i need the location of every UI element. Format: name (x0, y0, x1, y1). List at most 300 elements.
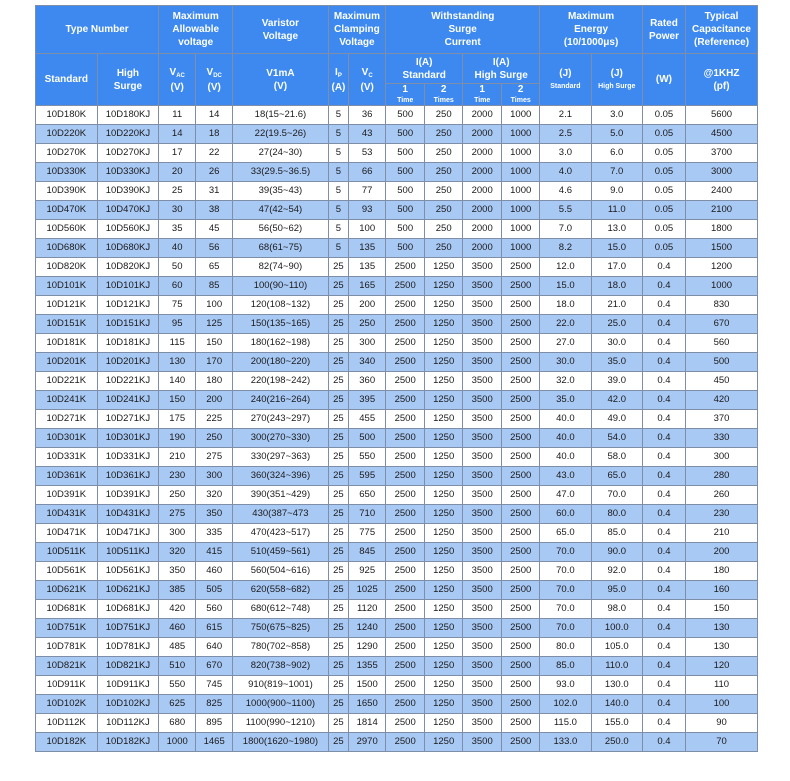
cell-vc: 43 (349, 125, 386, 144)
cell-ip: 25 (328, 372, 349, 391)
cell-i-hs-1: 3500 (463, 258, 502, 277)
cell-high-surge: 10D781KJ (97, 638, 159, 657)
cell-vdc: 170 (196, 353, 233, 372)
cell-i-hs-1: 3500 (463, 296, 502, 315)
cell-vdc: 615 (196, 619, 233, 638)
table-row (36, 600, 758, 619)
cell-capacitance: 3000 (686, 163, 758, 182)
cell-vac: 485 (159, 638, 196, 657)
cell-capacitance: 1000 (686, 277, 758, 296)
cell-capacitance: 670 (686, 315, 758, 334)
cell-vac: 190 (159, 429, 196, 448)
cell-i-std-2: 1250 (425, 695, 463, 714)
cell-rated-power: 0.4 (642, 562, 685, 581)
cell-high-surge: 10D180KJ (97, 106, 159, 125)
cell-energy-hs: 25.0 (591, 315, 642, 334)
cell-vdc: 125 (196, 315, 233, 334)
cell-ip: 25 (328, 448, 349, 467)
cell-i-hs-2: 1000 (502, 220, 540, 239)
cell-v1ma: 910(819~1001) (233, 676, 329, 695)
cell-i-std-2: 1250 (425, 391, 463, 410)
cell-high-surge: 10D431KJ (97, 505, 159, 524)
cell-vc: 595 (349, 467, 386, 486)
cell-i-hs-1: 3500 (463, 695, 502, 714)
header-vc: $V_C$ (V) (349, 54, 386, 106)
cell-i-hs-2: 2500 (502, 277, 540, 296)
cell-i-std-2: 1250 (425, 619, 463, 638)
cell-i-std-2: 1250 (425, 714, 463, 733)
cell-capacitance: 5600 (686, 106, 758, 125)
cell-capacitance: 1800 (686, 220, 758, 239)
cell-energy-std: 80.0 (540, 638, 591, 657)
cell-standard: 10D681K (36, 600, 98, 619)
cell-energy-hs: 30.0 (591, 334, 642, 353)
cell-standard: 10D560K (36, 220, 98, 239)
cell-energy-std: 32.0 (540, 372, 591, 391)
cell-vac: 420 (159, 600, 196, 619)
cell-high-surge: 10D112KJ (97, 714, 159, 733)
cell-rated-power: 0.4 (642, 391, 685, 410)
cell-vac: 130 (159, 353, 196, 372)
cell-vac: 150 (159, 391, 196, 410)
table-row (36, 163, 758, 182)
cell-energy-hs: 17.0 (591, 258, 642, 277)
cell-v1ma: 180(162~198) (233, 334, 329, 353)
cell-ip: 25 (328, 353, 349, 372)
cell-standard: 10D470K (36, 201, 98, 220)
cell-energy-std: 133.0 (540, 733, 591, 752)
cell-vac: 40 (159, 239, 196, 258)
header-max-allowable-voltage: Maximum Allowable voltage (159, 6, 233, 54)
cell-energy-std: 18.0 (540, 296, 591, 315)
cell-capacitance: 120 (686, 657, 758, 676)
cell-high-surge: 10D201KJ (97, 353, 159, 372)
cell-vc: 93 (349, 201, 386, 220)
header-energy-high-surge: (J) High Surge (591, 54, 642, 106)
cell-ip: 5 (328, 220, 349, 239)
cell-energy-hs: 6.0 (591, 144, 642, 163)
cell-i-hs-2: 2500 (502, 619, 540, 638)
cell-energy-hs: 35.0 (591, 353, 642, 372)
cell-rated-power: 0.4 (642, 695, 685, 714)
cell-vdc: 22 (196, 144, 233, 163)
cell-standard: 10D621K (36, 581, 98, 600)
cell-rated-power: 0.05 (642, 106, 685, 125)
header-ip: $I_P$ (A) (328, 54, 349, 106)
table-row (36, 581, 758, 600)
cell-i-hs-2: 2500 (502, 353, 540, 372)
cell-rated-power: 0.05 (642, 220, 685, 239)
cell-energy-std: 60.0 (540, 505, 591, 524)
cell-vac: 60 (159, 277, 196, 296)
cell-i-std-2: 1250 (425, 467, 463, 486)
cell-vc: 710 (349, 505, 386, 524)
cell-high-surge: 10D361KJ (97, 467, 159, 486)
cell-vdc: 640 (196, 638, 233, 657)
cell-vc: 1240 (349, 619, 386, 638)
cell-i-hs-2: 2500 (502, 486, 540, 505)
cell-v1ma: 1800(1620~1980) (233, 733, 329, 752)
cell-rated-power: 0.05 (642, 182, 685, 201)
cell-i-hs-1: 3500 (463, 410, 502, 429)
cell-vdc: 415 (196, 543, 233, 562)
cell-v1ma: 56(50~62) (233, 220, 329, 239)
cell-i-hs-1: 3500 (463, 505, 502, 524)
cell-energy-std: 115.0 (540, 714, 591, 733)
cell-vc: 135 (349, 239, 386, 258)
cell-i-hs-2: 2500 (502, 714, 540, 733)
cell-standard: 10D101K (36, 277, 98, 296)
cell-energy-std: 2.1 (540, 106, 591, 125)
cell-standard: 10D331K (36, 448, 98, 467)
cell-energy-std: 12.0 (540, 258, 591, 277)
cell-i-hs-2: 1000 (502, 239, 540, 258)
cell-i-hs-2: 2500 (502, 372, 540, 391)
cell-rated-power: 0.4 (642, 676, 685, 695)
cell-capacitance: 210 (686, 524, 758, 543)
cell-vac: 140 (159, 372, 196, 391)
cell-vc: 775 (349, 524, 386, 543)
cell-i-std-1: 2500 (386, 429, 425, 448)
cell-vac: 230 (159, 467, 196, 486)
cell-vac: 175 (159, 410, 196, 429)
cell-energy-hs: 3.0 (591, 106, 642, 125)
cell-ip: 5 (328, 125, 349, 144)
cell-standard: 10D751K (36, 619, 98, 638)
cell-rated-power: 0.4 (642, 315, 685, 334)
cell-standard: 10D151K (36, 315, 98, 334)
cell-i-std-1: 2500 (386, 562, 425, 581)
cell-capacitance: 90 (686, 714, 758, 733)
cell-i-hs-2: 1000 (502, 125, 540, 144)
cell-i-std-1: 2500 (386, 638, 425, 657)
cell-high-surge: 10D621KJ (97, 581, 159, 600)
table-row (36, 106, 758, 125)
cell-capacitance: 830 (686, 296, 758, 315)
cell-rated-power: 0.05 (642, 239, 685, 258)
cell-v1ma: 100(90~110) (233, 277, 329, 296)
cell-rated-power: 0.05 (642, 163, 685, 182)
cell-i-std-2: 1250 (425, 486, 463, 505)
cell-vc: 165 (349, 277, 386, 296)
cell-i-hs-1: 3500 (463, 657, 502, 676)
cell-i-hs-1: 2000 (463, 144, 502, 163)
cell-v1ma: 240(216~264) (233, 391, 329, 410)
cell-energy-hs: 80.0 (591, 505, 642, 524)
cell-i-hs-1: 3500 (463, 581, 502, 600)
cell-high-surge: 10D181KJ (97, 334, 159, 353)
cell-rated-power: 0.4 (642, 410, 685, 429)
cell-vac: 350 (159, 562, 196, 581)
cell-i-std-1: 500 (386, 106, 425, 125)
cell-vc: 77 (349, 182, 386, 201)
cell-v1ma: 510(459~561) (233, 543, 329, 562)
cell-v1ma: 820(738~902) (233, 657, 329, 676)
cell-v1ma: 470(423~517) (233, 524, 329, 543)
cell-vdc: 85 (196, 277, 233, 296)
cell-i-std-2: 1250 (425, 562, 463, 581)
cell-ip: 25 (328, 277, 349, 296)
cell-i-std-2: 250 (425, 125, 463, 144)
cell-rated-power: 0.4 (642, 581, 685, 600)
cell-standard: 10D391K (36, 486, 98, 505)
cell-vdc: 31 (196, 182, 233, 201)
cell-capacitance: 260 (686, 486, 758, 505)
cell-energy-hs: 5.0 (591, 125, 642, 144)
table-row (36, 486, 758, 505)
cell-vdc: 225 (196, 410, 233, 429)
cell-vdc: 180 (196, 372, 233, 391)
cell-i-std-2: 1250 (425, 429, 463, 448)
cell-vdc: 350 (196, 505, 233, 524)
cell-capacitance: 150 (686, 600, 758, 619)
cell-energy-hs: 100.0 (591, 619, 642, 638)
cell-i-hs-1: 3500 (463, 486, 502, 505)
cell-energy-hs: 98.0 (591, 600, 642, 619)
cell-energy-std: 93.0 (540, 676, 591, 695)
cell-high-surge: 10D911KJ (97, 676, 159, 695)
cell-capacitance: 230 (686, 505, 758, 524)
table-row (36, 562, 758, 581)
cell-vac: 250 (159, 486, 196, 505)
cell-vac: 320 (159, 543, 196, 562)
cell-energy-std: 35.0 (540, 391, 591, 410)
cell-i-hs-1: 3500 (463, 524, 502, 543)
cell-ip: 5 (328, 144, 349, 163)
cell-ip: 25 (328, 714, 349, 733)
cell-i-std-1: 500 (386, 144, 425, 163)
cell-energy-std: 15.0 (540, 277, 591, 296)
cell-high-surge: 10D301KJ (97, 429, 159, 448)
cell-i-std-1: 2500 (386, 676, 425, 695)
cell-high-surge: 10D820KJ (97, 258, 159, 277)
header-hs-1-time: 1 Time (463, 84, 502, 106)
cell-capacitance: 370 (686, 410, 758, 429)
cell-high-surge: 10D102KJ (97, 695, 159, 714)
cell-ip: 25 (328, 733, 349, 752)
cell-vc: 845 (349, 543, 386, 562)
varistor-spec-table (35, 5, 758, 752)
cell-vc: 66 (349, 163, 386, 182)
cell-i-std-2: 250 (425, 144, 463, 163)
cell-i-std-1: 500 (386, 220, 425, 239)
cell-i-hs-1: 3500 (463, 429, 502, 448)
cell-i-std-1: 2500 (386, 448, 425, 467)
table-row (36, 220, 758, 239)
cell-vc: 550 (349, 448, 386, 467)
cell-i-std-2: 1250 (425, 258, 463, 277)
cell-energy-hs: 110.0 (591, 657, 642, 676)
cell-vdc: 825 (196, 695, 233, 714)
cell-vac: 30 (159, 201, 196, 220)
cell-v1ma: 1100(990~1210) (233, 714, 329, 733)
cell-rated-power: 0.4 (642, 334, 685, 353)
cell-energy-hs: 18.0 (591, 277, 642, 296)
cell-energy-std: 85.0 (540, 657, 591, 676)
cell-v1ma: 620(558~682) (233, 581, 329, 600)
cell-vdc: 300 (196, 467, 233, 486)
cell-energy-std: 22.0 (540, 315, 591, 334)
cell-i-hs-1: 2000 (463, 220, 502, 239)
cell-energy-hs: 90.0 (591, 543, 642, 562)
cell-ip: 25 (328, 600, 349, 619)
cell-i-hs-2: 2500 (502, 391, 540, 410)
cell-vdc: 250 (196, 429, 233, 448)
cell-v1ma: 1000(900~1100) (233, 695, 329, 714)
cell-v1ma: 47(42~54) (233, 201, 329, 220)
header-withstanding-surge-current: Withstanding Surge Current (386, 6, 540, 54)
cell-high-surge: 10D241KJ (97, 391, 159, 410)
cell-energy-hs: 92.0 (591, 562, 642, 581)
cell-rated-power: 0.4 (642, 277, 685, 296)
cell-i-hs-2: 2500 (502, 448, 540, 467)
cell-v1ma: 560(504~616) (233, 562, 329, 581)
table-row (36, 505, 758, 524)
cell-energy-hs: 49.0 (591, 410, 642, 429)
cell-v1ma: 750(675~825) (233, 619, 329, 638)
cell-ip: 25 (328, 619, 349, 638)
cell-ip: 25 (328, 524, 349, 543)
cell-high-surge: 10D221KJ (97, 372, 159, 391)
table-row (36, 277, 758, 296)
cell-vc: 300 (349, 334, 386, 353)
cell-rated-power: 0.4 (642, 448, 685, 467)
cell-vac: 95 (159, 315, 196, 334)
cell-energy-std: 40.0 (540, 410, 591, 429)
cell-vdc: 320 (196, 486, 233, 505)
cell-rated-power: 0.4 (642, 600, 685, 619)
cell-standard: 10D102K (36, 695, 98, 714)
cell-v1ma: 22(19.5~26) (233, 125, 329, 144)
cell-capacitance: 4500 (686, 125, 758, 144)
cell-capacitance: 300 (686, 448, 758, 467)
cell-high-surge: 10D331KJ (97, 448, 159, 467)
cell-energy-std: 70.0 (540, 619, 591, 638)
cell-vdc: 1465 (196, 733, 233, 752)
cell-i-std-1: 2500 (386, 505, 425, 524)
cell-i-std-2: 1250 (425, 410, 463, 429)
cell-ip: 25 (328, 657, 349, 676)
cell-i-std-2: 1250 (425, 657, 463, 676)
cell-i-std-2: 250 (425, 220, 463, 239)
cell-vdc: 335 (196, 524, 233, 543)
cell-energy-std: 4.6 (540, 182, 591, 201)
cell-vc: 650 (349, 486, 386, 505)
cell-vc: 340 (349, 353, 386, 372)
cell-i-hs-2: 2500 (502, 562, 540, 581)
cell-energy-std: 2.5 (540, 125, 591, 144)
cell-i-hs-2: 2500 (502, 581, 540, 600)
cell-v1ma: 680(612~748) (233, 600, 329, 619)
cell-high-surge: 10D561KJ (97, 562, 159, 581)
cell-v1ma: 390(351~429) (233, 486, 329, 505)
cell-ip: 5 (328, 106, 349, 125)
cell-i-std-2: 1250 (425, 296, 463, 315)
cell-i-hs-2: 2500 (502, 505, 540, 524)
cell-vdc: 18 (196, 125, 233, 144)
cell-v1ma: 330(297~363) (233, 448, 329, 467)
cell-standard: 10D301K (36, 429, 98, 448)
cell-i-hs-2: 2500 (502, 429, 540, 448)
cell-v1ma: 150(135~165) (233, 315, 329, 334)
cell-vdc: 895 (196, 714, 233, 733)
cell-vac: 17 (159, 144, 196, 163)
cell-standard: 10D911K (36, 676, 98, 695)
cell-vdc: 45 (196, 220, 233, 239)
header-vac: $V_{AC}$ (V) (159, 54, 196, 106)
cell-rated-power: 0.4 (642, 524, 685, 543)
cell-vdc: 56 (196, 239, 233, 258)
cell-vdc: 670 (196, 657, 233, 676)
cell-capacitance: 70 (686, 733, 758, 752)
cell-i-std-1: 2500 (386, 467, 425, 486)
cell-i-std-1: 2500 (386, 353, 425, 372)
cell-vac: 625 (159, 695, 196, 714)
cell-rated-power: 0.4 (642, 733, 685, 752)
cell-i-std-2: 1250 (425, 524, 463, 543)
table-row (36, 296, 758, 315)
cell-rated-power: 0.4 (642, 543, 685, 562)
cell-i-hs-1: 3500 (463, 353, 502, 372)
cell-standard: 10D180K (36, 106, 98, 125)
cell-rated-power: 0.05 (642, 201, 685, 220)
cell-energy-hs: 70.0 (591, 486, 642, 505)
cell-ip: 5 (328, 163, 349, 182)
cell-standard: 10D561K (36, 562, 98, 581)
cell-ip: 25 (328, 391, 349, 410)
cell-i-hs-1: 3500 (463, 619, 502, 638)
cell-vac: 35 (159, 220, 196, 239)
cell-energy-std: 70.0 (540, 543, 591, 562)
cell-vdc: 150 (196, 334, 233, 353)
cell-i-std-1: 500 (386, 201, 425, 220)
cell-energy-hs: 15.0 (591, 239, 642, 258)
cell-vdc: 26 (196, 163, 233, 182)
cell-high-surge: 10D271KJ (97, 410, 159, 429)
cell-vac: 550 (159, 676, 196, 695)
cell-energy-hs: 7.0 (591, 163, 642, 182)
cell-energy-std: 5.5 (540, 201, 591, 220)
cell-v1ma: 200(180~220) (233, 353, 329, 372)
cell-high-surge: 10D471KJ (97, 524, 159, 543)
cell-i-hs-2: 2500 (502, 543, 540, 562)
cell-rated-power: 0.4 (642, 353, 685, 372)
cell-i-hs-1: 3500 (463, 391, 502, 410)
cell-energy-std: 40.0 (540, 448, 591, 467)
cell-energy-hs: 105.0 (591, 638, 642, 657)
cell-vc: 360 (349, 372, 386, 391)
cell-i-std-2: 1250 (425, 676, 463, 695)
cell-capacitance: 1500 (686, 239, 758, 258)
header-max-energy: Maximum Energy (10/1000μs) (540, 6, 643, 54)
cell-vdc: 560 (196, 600, 233, 619)
cell-vdc: 100 (196, 296, 233, 315)
cell-vc: 1120 (349, 600, 386, 619)
cell-capacitance: 110 (686, 676, 758, 695)
cell-energy-std: 70.0 (540, 600, 591, 619)
cell-v1ma: 82(74~90) (233, 258, 329, 277)
table-row (36, 733, 758, 752)
cell-i-hs-1: 3500 (463, 714, 502, 733)
cell-i-hs-1: 3500 (463, 733, 502, 752)
cell-i-hs-2: 2500 (502, 410, 540, 429)
table-row (36, 429, 758, 448)
cell-vac: 460 (159, 619, 196, 638)
cell-rated-power: 0.4 (642, 619, 685, 638)
cell-i-hs-1: 3500 (463, 543, 502, 562)
cell-ip: 5 (328, 182, 349, 201)
cell-energy-std: 70.0 (540, 562, 591, 581)
